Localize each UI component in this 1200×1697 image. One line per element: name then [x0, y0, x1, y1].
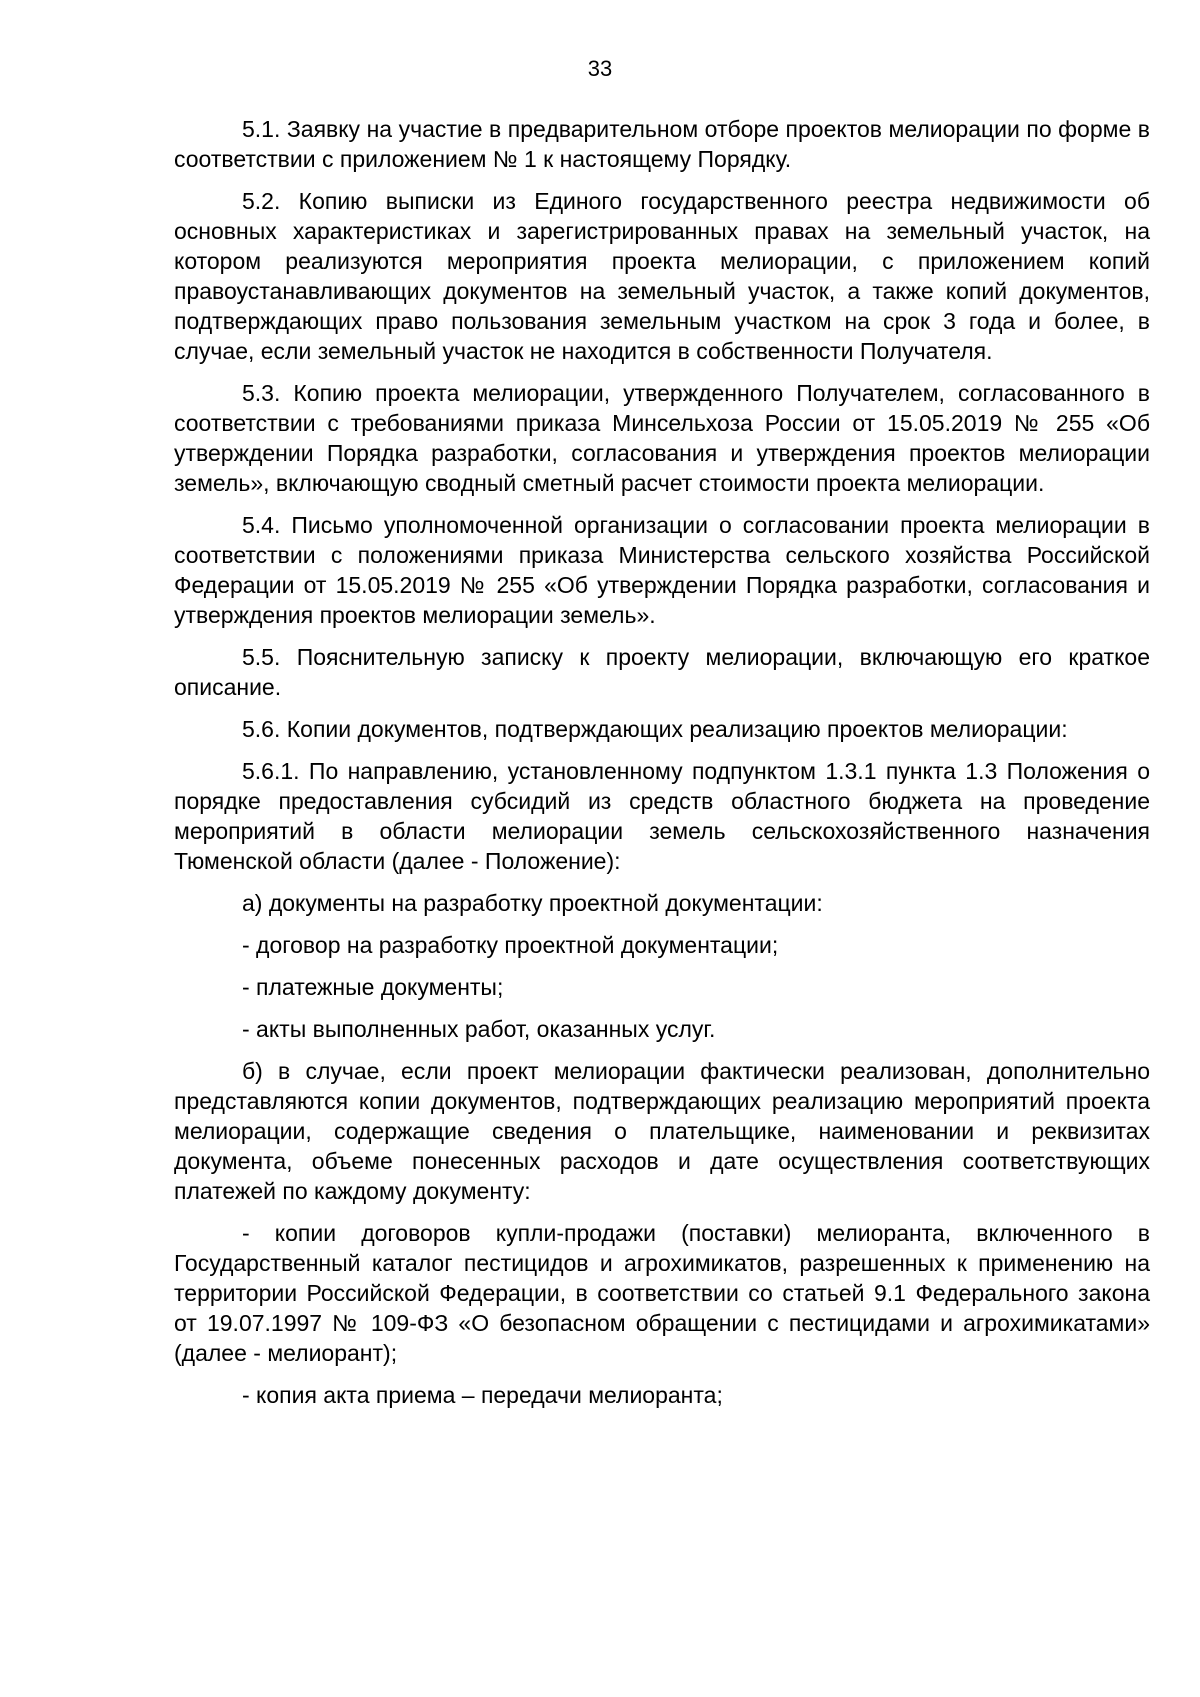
paragraph-5-6: 5.6. Копии документов, подтверждающих реализацию проектов мелиорации:	[242, 716, 1068, 742]
paragraph-5-2: 5.2. Копию выписки из Единого государственного реестра недвижимости об основных характеристиках и зарегистрированных правах на земельный участок, на котором реализуются мероприятия проекта мелиорации, с приложением копий правоустанавливающих документов на земельный участок, а также копий документов, подтверждающих право пользования земельным участком на срок 3 года и более, в случае, если земельный участок не находится в собственности Получателя.	[174, 188, 1150, 364]
paragraph-item-a: а) документы на разработку проектной документации:	[242, 890, 823, 916]
list-item-contract: - договор на разработку проектной документации;	[242, 932, 779, 958]
paragraph-item-b: б) в случае, если проект мелиорации фактически реализован, дополнительно представляются копии документов, подтверждающих реализацию мероприятий проекта мелиорации, содержащие сведения о плательщике, наименовании и реквизитах документа, объеме понесенных расходов и дате осуществления соответствующих платежей по каждому документу:	[174, 1058, 1150, 1204]
paragraph-5-5: 5.5. Пояснительную записку к проекту мелиорации, включающую его краткое описание.	[174, 644, 1150, 700]
paragraph-5-3: 5.3. Копию проекта мелиорации, утвержденного Получателем, согласованного в соответствии с требованиями приказа Минсельхоза России от 15.05.2019 № 255 «Об утверждении Порядка разработки, согласования и утверждения проектов мелиорации земель», включающую сводный сметный расчет стоимости проекта мелиорации.	[174, 380, 1150, 496]
list-item-acts: - акты выполненных работ, оказанных услуг.	[242, 1016, 716, 1042]
paragraph-5-4: 5.4. Письмо уполномоченной организации о согласовании проекта мелиорации в соответствии с положениями приказа Министерства сельского хозяйства Российской Федерации от 15.05.2019 № 255 «Об утверждении Порядка разработки, согласования и утверждения проектов мелиорации земель».	[174, 512, 1150, 628]
paragraph-5-1: 5.1. Заявку на участие в предварительном отборе проектов мелиорации по форме в соответствии с приложением № 1 к настоящему Порядку.	[174, 116, 1150, 172]
list-item-transfer-act: - копия акта приема – передачи мелиоранта;	[242, 1382, 723, 1408]
page-number: 33	[587, 56, 613, 81]
list-item-purchase-contracts: - копии договоров купли-продажи (поставки) мелиоранта, включенного в Государственный каталог пестицидов и агрохимикатов, разрешенных к применению на территории Российской Федерации, в соответствии со статьей 9.1 Федерального закона от 19.07.1997 № 109-ФЗ «О безопасном обращении с пестицидами и агрохимикатами» (далее - мелиорант);	[174, 1220, 1150, 1366]
document-body	[174, 114, 1150, 1422]
paragraph-5-6-1: 5.6.1. По направлению, установленному подпунктом 1.3.1 пункта 1.3 Положения о порядке предоставления субсидий из средств областного бюджета на проведение мероприятий в области мелиорации земель сельскохозяйственного назначения Тюменской области (далее - Положение):	[174, 758, 1150, 874]
list-item-payment-documents: - платежные документы;	[242, 974, 504, 1000]
